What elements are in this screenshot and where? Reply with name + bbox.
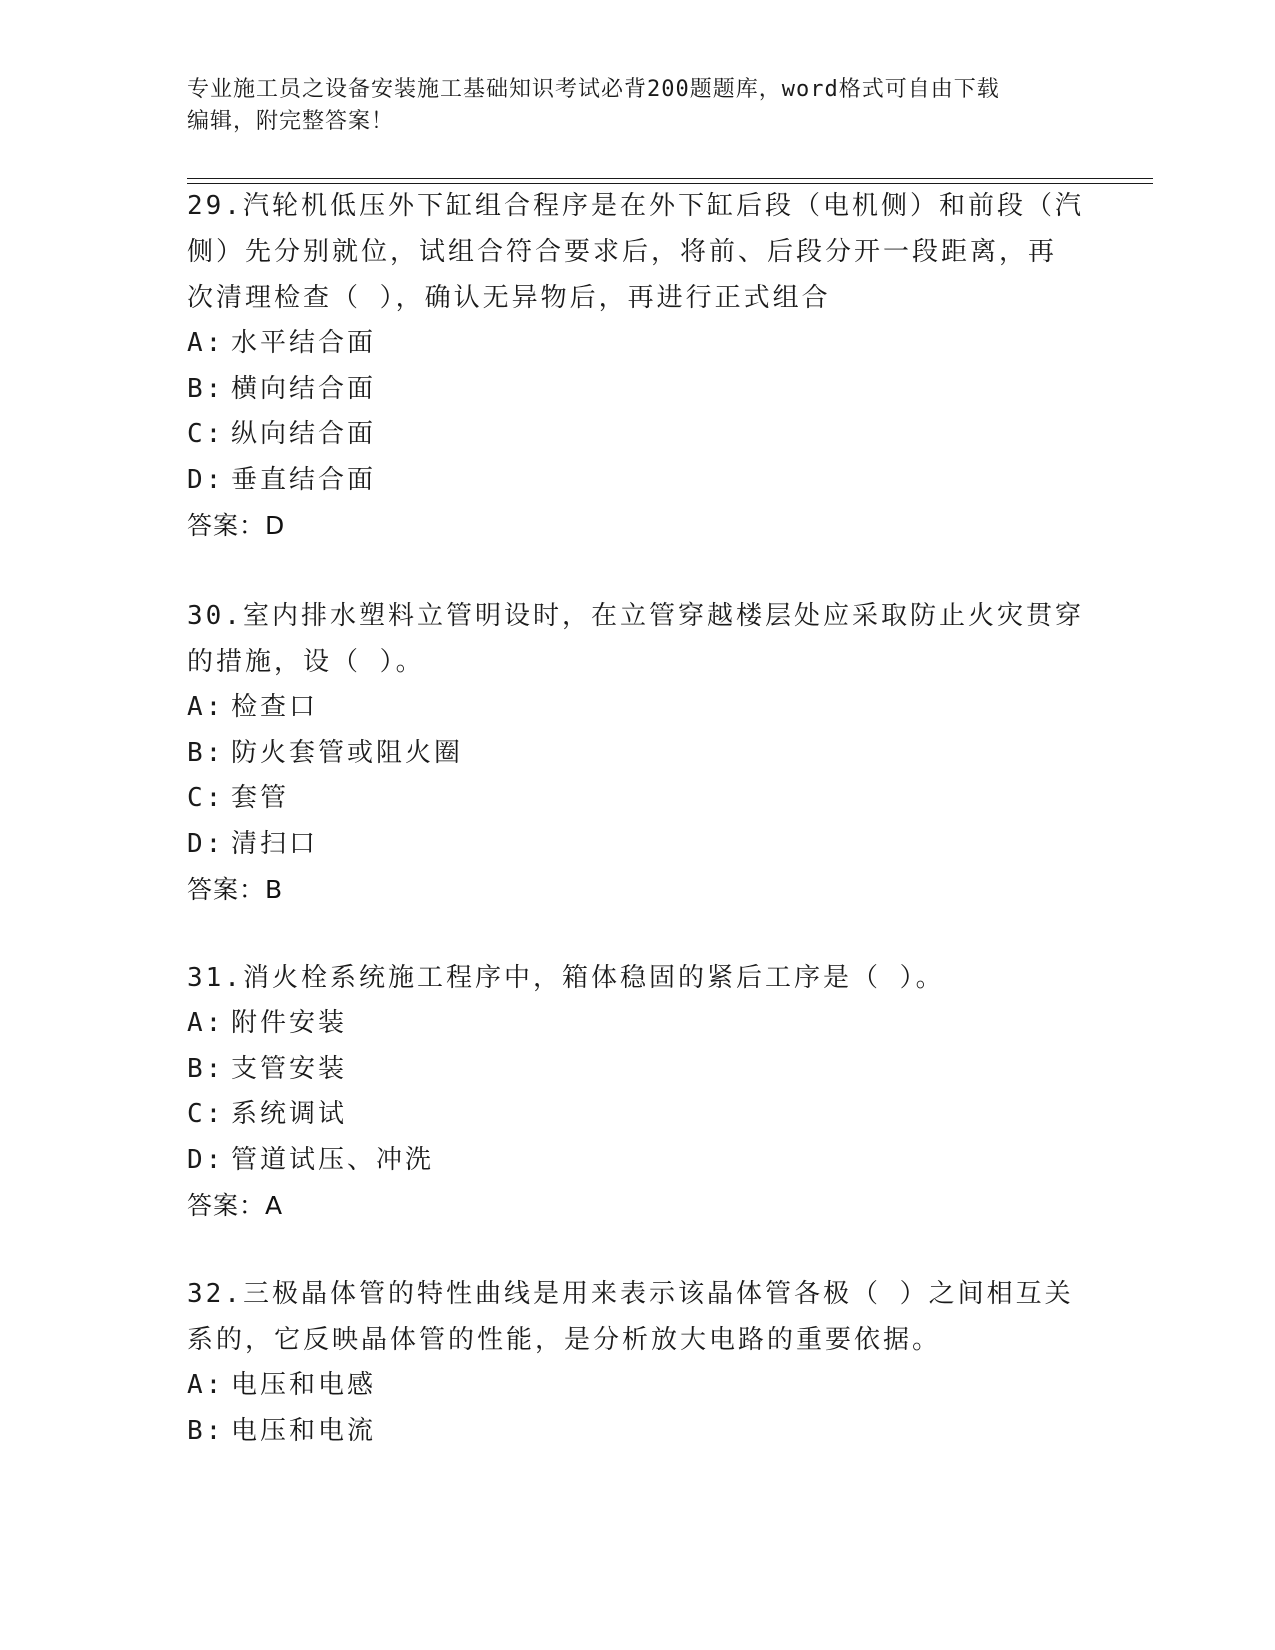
question-30 <box>187 593 1087 913</box>
answer-line: 答案：B <box>187 875 284 904</box>
option-label: D: <box>187 828 225 859</box>
option-label: C: <box>187 1099 225 1129</box>
option-c <box>187 412 1087 458</box>
option-text: 系统调试 <box>231 1099 348 1129</box>
option-b <box>187 1047 1087 1093</box>
option-text: 检查口 <box>231 692 319 722</box>
question-text: 31.消火栓系统施工程序中，箱体稳固的紧后工序是（ ）。 <box>187 963 945 993</box>
question-text: 30.室内排水塑料立管明设时，在立管穿越楼层处应采取防止火灾贯穿 的措施，设（ ）。 <box>187 601 1084 677</box>
option-text: 防火套管或阻火圈 <box>231 737 464 768</box>
option-label: B: <box>187 1415 225 1446</box>
question-text: 29.汽轮机低压外下缸组合程序是在外下缸后段（电机侧）和前段（汽 侧）先分别就位，试组合符合要求后，将前、后段分开一段距离，再 次清理检查（ ），确认无异物后，再进行正式组合 <box>187 191 1084 313</box>
option-text: 管道试压、冲洗 <box>231 1144 435 1175</box>
option-b <box>187 731 1087 777</box>
option-label: B: <box>187 737 225 768</box>
question-29 <box>187 183 1087 549</box>
option-text: 纵向结合面 <box>231 419 377 449</box>
option-c <box>187 1092 1087 1138</box>
option-a <box>187 321 1087 367</box>
option-label: C: <box>187 419 225 449</box>
option-text: 横向结合面 <box>231 373 377 404</box>
option-label: A: <box>187 692 225 722</box>
option-label: A: <box>187 1370 225 1400</box>
option-b <box>187 367 1087 413</box>
option-label: D: <box>187 464 225 495</box>
option-d <box>187 458 1087 504</box>
option-text: 电压和电感 <box>231 1370 377 1400</box>
option-text: 电压和电流 <box>231 1415 377 1446</box>
question-text: 32.三极晶体管的特性曲线是用来表示该晶体管各极（ ）之间相互关 系的，它反映晶体管的性能，是分析放大电路的重要依据。 <box>187 1279 1074 1355</box>
option-label: A: <box>187 1008 225 1038</box>
header-divider-thick <box>187 178 1153 179</box>
question-32 <box>187 1271 1087 1454</box>
option-text: 垂直结合面 <box>231 464 377 495</box>
option-text: 套管 <box>231 783 290 813</box>
option-text: 支管安装 <box>231 1053 348 1084</box>
document-header: 专业施工员之设备安装施工基础知识考试必背200题题库，word格式可自由下载 编辑，附完整答案！ <box>187 77 1000 134</box>
option-a <box>187 1001 1087 1047</box>
option-label: A: <box>187 328 225 358</box>
option-label: C: <box>187 783 225 813</box>
option-b <box>187 1409 1087 1455</box>
option-text: 清扫口 <box>231 828 319 859</box>
option-label: B: <box>187 373 225 404</box>
option-label: B: <box>187 1053 225 1084</box>
question-31 <box>187 955 1087 1229</box>
answer-line: 答案：D <box>187 511 286 540</box>
option-d <box>187 822 1087 868</box>
option-text: 水平结合面 <box>231 328 377 358</box>
option-c <box>187 776 1087 822</box>
option-text: 附件安装 <box>231 1008 348 1038</box>
option-a <box>187 1363 1087 1409</box>
option-a <box>187 685 1087 731</box>
option-label: D: <box>187 1144 225 1175</box>
answer-line: 答案：A <box>187 1191 284 1220</box>
option-d <box>187 1138 1087 1184</box>
